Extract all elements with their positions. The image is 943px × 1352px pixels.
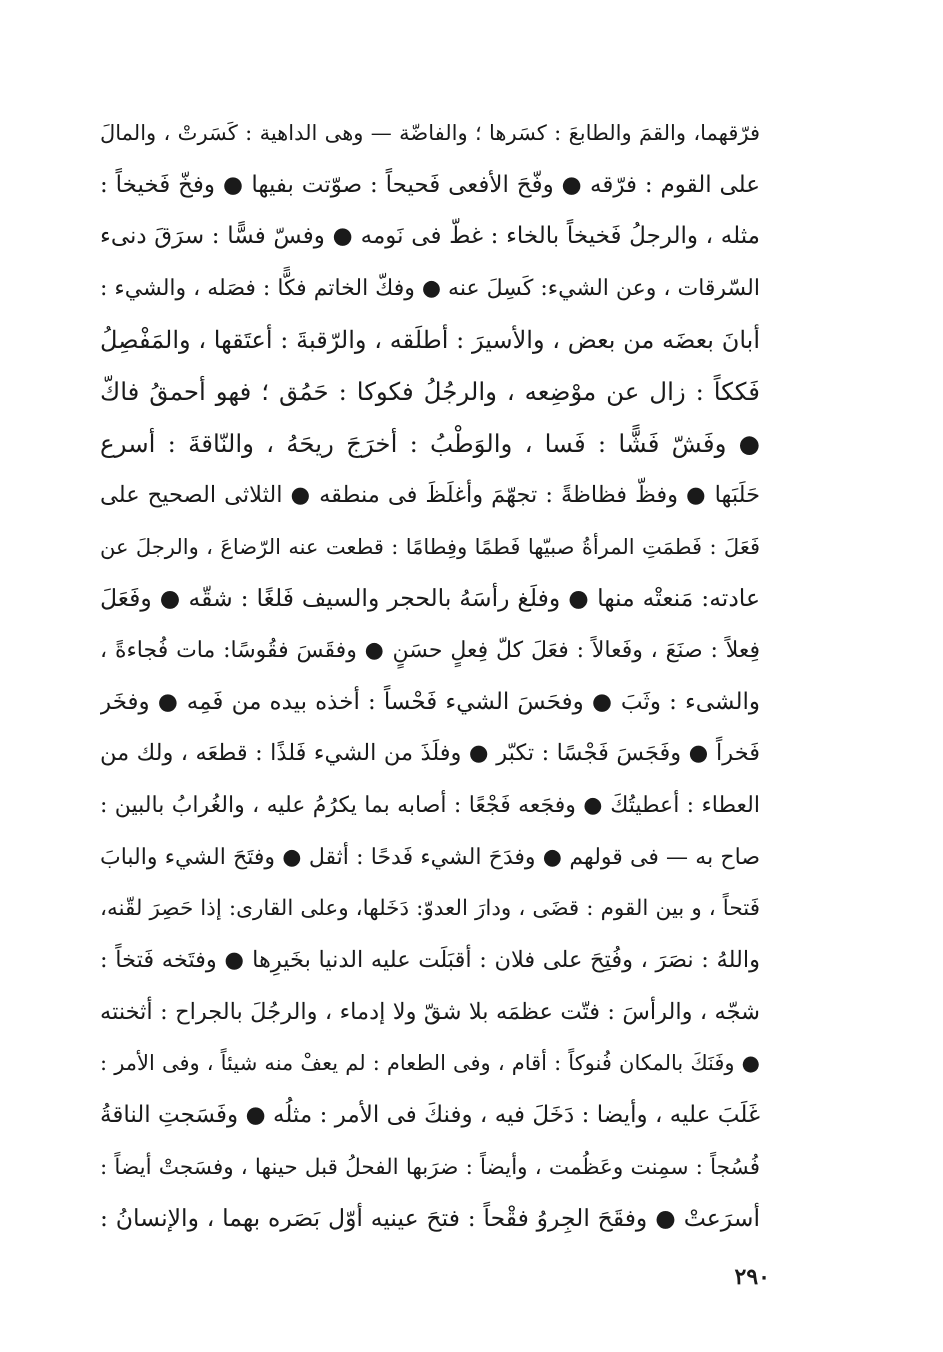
text-line: واللهُ : نصَرَ ، وفُتِحَ على فلان : أقبَلَت عليه الدنيا بخَيرِها ● وفتَخه فَتخاً : <box>100 947 760 973</box>
text-line: شجّه ، والرأسَ : فتّت عظمَه بلا شقّ ولا إدماء ، والرجُلَ بالجراح : أثخنته <box>100 998 760 1025</box>
text-line: أسرَعتْ ● وفقَحَ الجِروُ فقْحاً : فتحَ عينيه أوّل بَصَره بهما ، والإنسانُ : <box>100 1204 760 1233</box>
text-line: ● وفَنَكَ بالمكان فُنوكاً : أقام ، وفى الطعام : لم يعفْ منه شيئاً ، وفى الأمر : <box>100 1051 760 1076</box>
text-line: فَخراً ● وفَجَسَ فَجْسًا : تكبّر ● وفلَذَ من الشيء فَلذًا : قطعَه ، ولك من <box>100 740 760 767</box>
page-number: ٢٩٠ <box>734 1264 770 1290</box>
text-line: العطاء : أعطيتُكَ ● وفجَعه فَجْعًا : أصابه بما يكرُمُ عليه ، والغُرابُ بالبين : <box>100 792 760 818</box>
text-line: فرّقهما، والقمَ والطابعَ : كسَرها ؛ والفاضّة — وهى الداهية : كَسَرتْ ، والمالَ <box>100 121 760 145</box>
text-line: حَلَبَها ● وفظّ فظاظةً : تجهّمَ وأغلَظَ فى منطقه ● الثلاثى الصحيح على <box>100 481 760 508</box>
text-line: مثله ، والرجلُ فَخيخاً بالخاء : غطّ فى نَومه ● وفسّ فسًّا : سرَقَ دنىء <box>100 223 760 250</box>
text-line: صاح به — فى قولهم ● وفدَحَ الشيء فَدحًا : أثقل ● وفتَحَ الشيء والبابَ <box>100 844 760 870</box>
text-line: فَعَلَ : فَطمَتِ المرأةُ صبيّها فَطمًا وفِطامًا : قطعت عنه الرّضاعَ ، والرجلَ عن <box>100 534 760 559</box>
text-line: فَتحاً ، و بين القوم : قضَى ، ودارَ العدوّ: دَخَلها، وعلى القارى: إذا حَصِرَ لقّنه، <box>100 896 760 922</box>
main-text-block <box>100 108 760 1245</box>
text-line: السّرقات ، وعن الشيء: كَسِلَ عنه ● وفكّ الخاتم فكًّا : فصَله ، والشيء : <box>100 276 760 302</box>
text-line: والشىء : وثَبَ ● وفحَسَ الشيء فَحْساً : أخذه بيده من فَمِه ● وفخَر <box>100 688 760 715</box>
text-line: فِعلاً : صنَعَ ، وفَعالاً : فعَلَ كلّ فِعلٍ حسَنٍ ● وفقَسَ فقُوسًا: مات فُجاءةً ، <box>100 637 760 663</box>
text-line: فُسُجاً : سمِنت وعَظُمت ، وأيضاً : ضرَبها الفحلُ قبل حينها ، وفسَجتْ أيضاً : <box>100 1154 760 1180</box>
text-line: ● وفَشّ فَشًّا : فَسا ، والوَطْبُ : أخرَجَ ريحَهُ ، والنّاقةَ : أسرع <box>100 429 760 459</box>
text-line: غَلَبَ عليه ، وأيضا : دَخَلَ فيه ، وفنكَ فى الأمر : مثلُه ● وفَسَجتِ الناقةُ <box>100 1102 760 1129</box>
text-line: على القوم : فرّقه ● وفّحَ الأفعى فَحيحاً : صوّتت بفيها ● وفخّ فَخيخاً : <box>100 171 760 198</box>
text-line: عادته: مَنعتْه منها ● وفلَغ رأسَهُ بالحجر والسيف فَلغًا : شقّه ● وفَعَلَ <box>100 584 760 613</box>
text-line: فَككاً : زال عن موْضِعه ، والرجُلُ فكوكا : حَمُق ؛ فهو أحمقُ فاكّ <box>100 377 760 407</box>
text-line: أبانَ بعضَه من بعض ، والأسيرَ : أطلَقه ، والرّقبةَ : أعتَقها ، والمَفْصِلُ <box>100 325 760 354</box>
